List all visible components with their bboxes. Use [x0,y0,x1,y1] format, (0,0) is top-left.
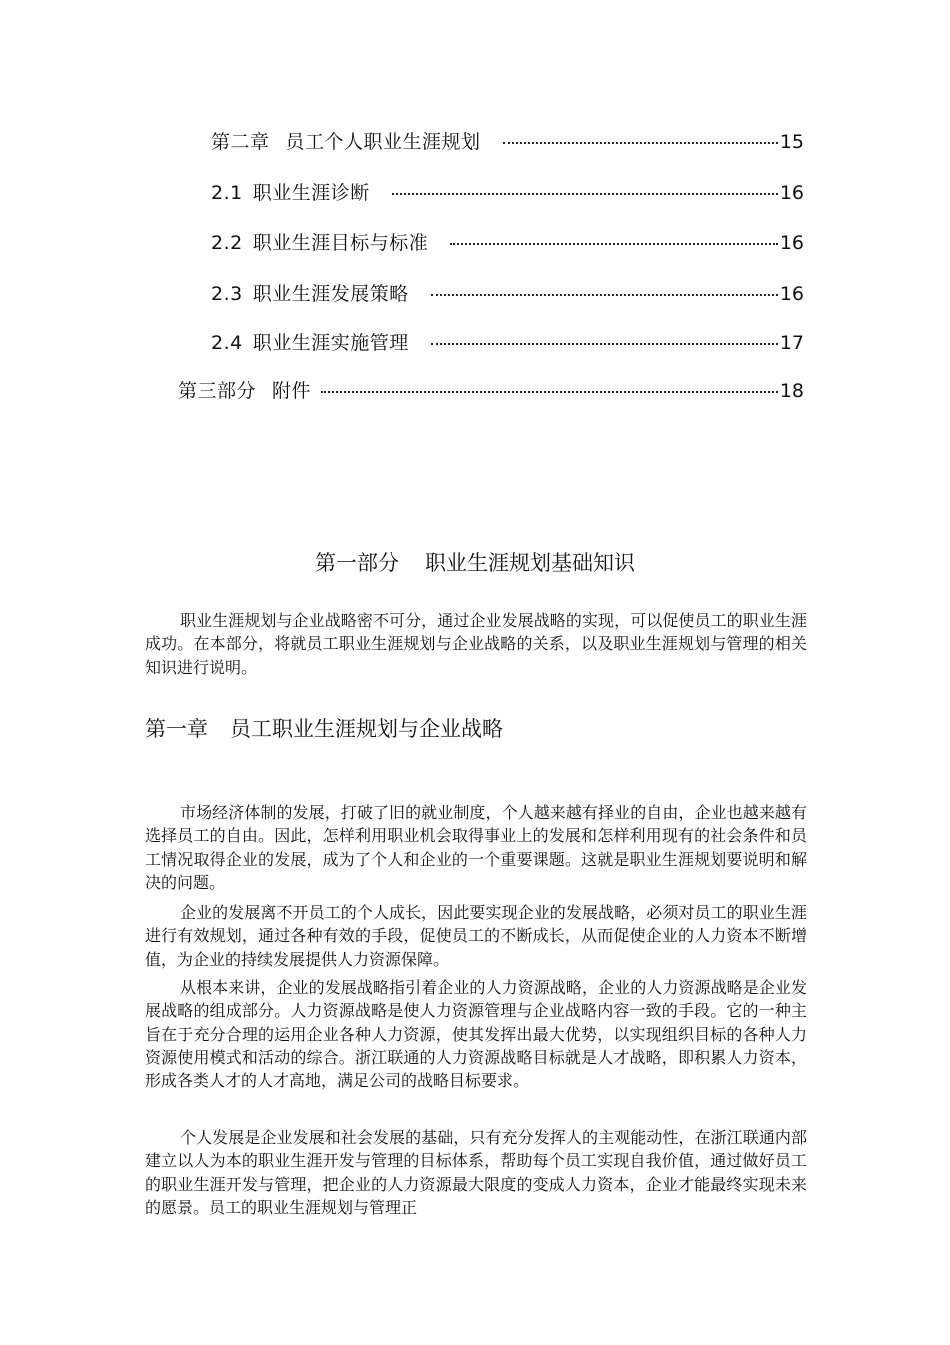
toc-entry-label: 职业生涯实施管理 [252,332,409,354]
toc-entry-number: 第三部分 [178,380,257,402]
part-heading [0,549,950,577]
toc-entry-number: 2.1 [211,182,243,204]
toc-entry-label: 职业生涯目标与标准 [252,232,429,254]
toc-entry-number: 2.2 [211,232,243,254]
toc-entry-chapter-2[interactable] [211,130,804,154]
toc-page-number: 16 [779,283,804,305]
toc-entry-title [211,181,370,205]
chapter-heading [145,715,503,743]
toc-page-number: 16 [779,232,804,254]
toc-leader-dots [450,243,778,245]
toc-entry-2-3[interactable] [211,282,804,306]
body-paragraph-1: 市场经济体制的发展，打破了旧的就业制度，个人越来越有择业的自由，企业也越来越有选择员工的自由。因此，怎样利用职业机会取得事业上的发展和怎样利用现有的社会条件和员工情况取得企业的发展，成为了个人和企业的一个重要课题。这就是职业生涯规划要说明和解决的问题。 [145,803,807,892]
body-paragraph-2: 企业的发展离不开员工的个人成长，因此要实现企业的发展战略，必须对员工的职业生涯进行有效规划，通过各种有效的手段，促使员工的不断成长，从而促使企业的人力资本不断增值，为企业的持续发展提供人力资源保障。 [145,903,807,969]
toc-leader-dots [503,142,778,144]
toc-leader-dots [321,391,778,393]
body-paragraph-4: 个人发展是企业发展和社会发展的基础，只有充分发挥人的主观能动性，在浙江联通内部建立以人为本的职业生涯开发与管理的目标体系，帮助每个员工实现自我价值，通过做好员工的职业生涯开发与管理，把企业的人力资源最大限度的变成人力资本，企业才能最终实现未来的愿景。员工的职业生涯规划与管理正 [145,1128,807,1217]
toc-entry-label: 职业生涯发展策略 [252,283,409,305]
toc-entry-label: 附件 [272,380,312,402]
part-heading-number: 第一部分 [315,551,399,575]
intro-paragraph: 职业生涯规划与企业战略密不可分，通过企业发展战略的实现，可以促使员工的职业生涯成功。在本部分，将就员工职业生涯规划与企业战略的关系，以及职业生涯规划与管理的相关知识进行说明。 [145,611,807,677]
toc-entry-title [211,231,428,255]
toc-entry-2-4[interactable] [211,331,804,355]
toc-page-number: 17 [779,332,804,354]
toc-page-number: 18 [779,380,804,402]
toc-page-number: 15 [779,131,804,153]
toc-entry-title [211,331,409,355]
chapter-heading-title: 员工职业生涯规划与企业战略 [230,717,503,741]
toc-entry-label: 职业生涯诊断 [252,182,370,204]
body-paragraph-3: 从根本来讲，企业的发展战略指引着企业的人力资源战略，企业的人力资源战略是企业发展战略的组成部分。人力资源战略是使人力资源管理与企业战略内容一致的手段。它的一种主旨在于充分合理的运用企业各种人力资源，使其发挥出最大优势，以实现组织目标的各种人力资源使用模式和活动的综合。浙江联通的人力资源战略目标就是人才战略，即积累人力资本，形成各类人才的人才高地，满足公司的战略目标要求。 [145,978,807,1091]
toc-entry-part-3[interactable] [178,379,804,403]
toc-entry-title [211,282,409,306]
toc-entry-title [178,379,311,403]
toc-leader-dots [392,193,778,195]
toc-entry-number: 2.4 [211,332,243,354]
chapter-heading-number: 第一章 [145,717,208,741]
toc-leader-dots [431,343,778,345]
toc-entry-label: 员工个人职业生涯规划 [285,131,481,153]
toc-entry-title [211,130,481,154]
toc-entry-number: 2.3 [211,283,243,305]
toc-entry-number: 第二章 [211,131,270,153]
toc-page-number: 16 [779,182,804,204]
toc-leader-dots [431,294,778,296]
toc-entry-2-1[interactable] [211,181,804,205]
part-heading-title: 职业生涯规划基础知识 [425,551,635,575]
toc-entry-2-2[interactable] [211,231,804,255]
